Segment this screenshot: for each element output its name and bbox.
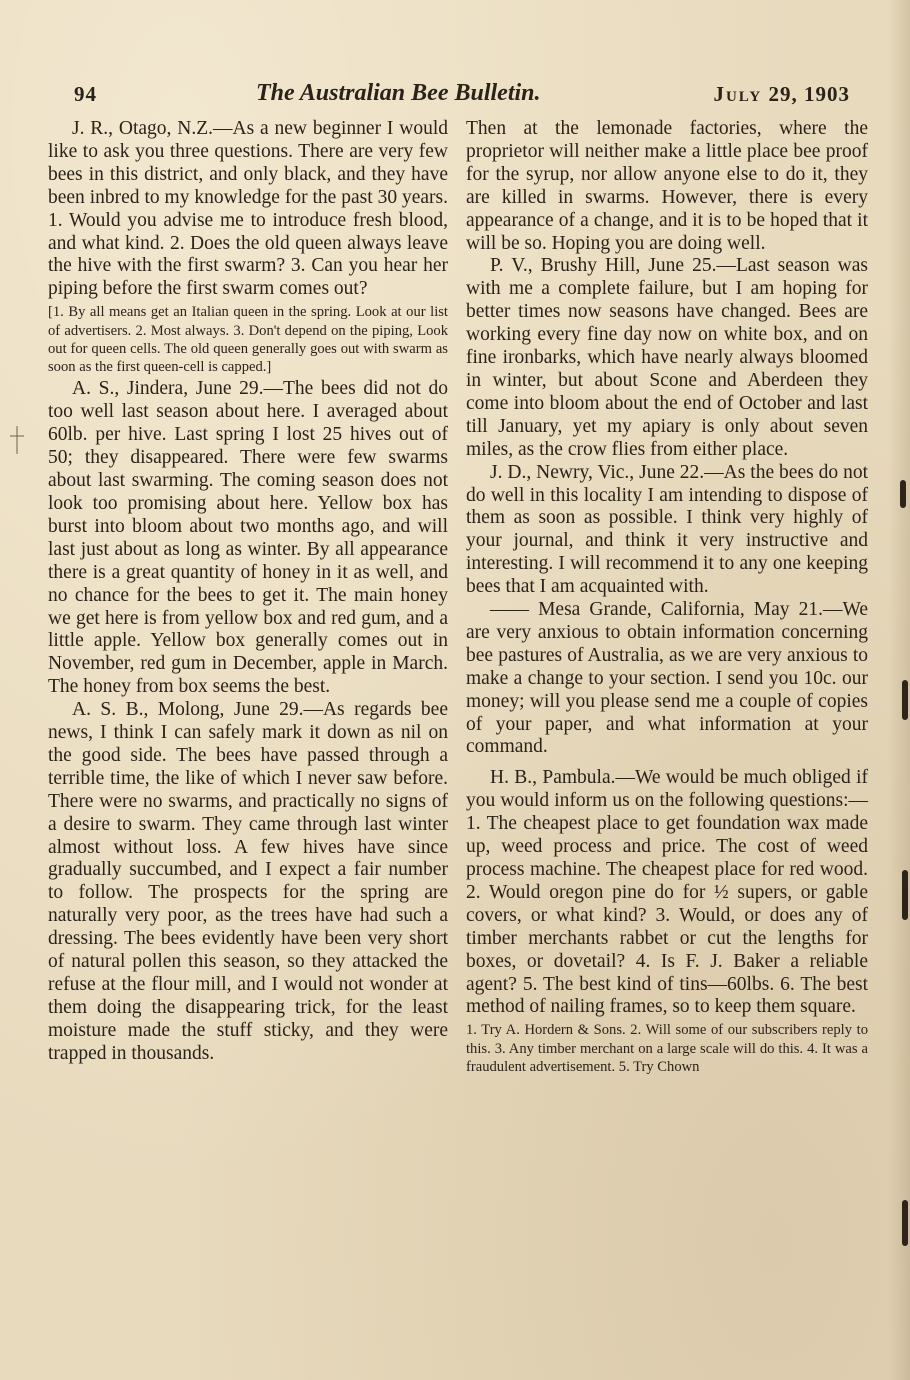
issue-date (713, 82, 850, 107)
paragraph-spacer (466, 759, 868, 767)
bleed-through-mark (902, 1200, 908, 1246)
letter-asb-molong: A. S. B., Molong, June 29.—As regards bee news, I think I can safely mark it down as nil on the good side. The bees have passed through a terrible time, the like of which I never saw before. There were no swarms, and practically no signs of a desire to swarm. They came through last winter almost without loss. A few hives have since gradually succumbed, and I expect a fair number to follow. The prospects for the spring are naturally very poor, as the trees have had such a dressing. The bees evidently have been very short of natural pollen this season, so they attacked the refuse at the flour mill, and I would not wonder at them doing the disappearing trick, for the least moisture made the stuff sticky, and they were trapped in thousands. (48, 699, 448, 1064)
right-column (466, 118, 868, 1078)
letter-hb-pambula: H. B., Pambula.—We would be much obliged if you would inform us on the following questions:—1. The cheapest place to get foundation wax made up, weed process and price. The cost of weed process machine. The cheapest place for red wood. 2. Would oregon pine do for ½ supers, or gable covers, or what kind? 3. Would, or does any of timber merchants rabbet or cut the lengths for boxes, or dovetail? 4. Is F. J. Baker a reliable agent? 5. The best kind of tins—60lbs. 6. The best method of nailing frames, so to keep them square. (466, 767, 868, 1018)
page-header (74, 82, 850, 112)
letter-as-jindera: A. S., Jindera, June 29.—The bees did not do too well last season about here. I averaged about 60lb. per hive. Last spring I lost 25 hives out of 50; they disappeared. There were few swarms about last swarming. The coming season does not look too promising about here. Yellow box has burst into bloom about two months ago, and will last just about as long as winter. By all appearance there is a great quantity of honey in it as well, and no chance for the bees to get it. The main honey we get here is from yellow box and red gum, and a little apple. Yellow box generally comes out in November, red gum in December, apple in March. The honey from box seems the best. (48, 378, 448, 698)
letter-pv-brushy-hill: P. V., Brushy Hill, June 25.—Last season was with me a complete failure, but I am hoping for better times now seasons have changed. Bees are working every fine day now on white box, and on fine ironbarks, which have nearly always bloomed in winter, but about Scone and Aberdeen they come into bloom about the end of October and last till January, yet my apiary is only about seven miles, as the crow flies from either place. (466, 255, 868, 460)
letter-jr-otago: J. R., Otago, N.Z.—As a new beginner I would like to ask you three questions. There are very few bees in this district, and only black, and they have been inbred to my knowledge for the past 30 years. 1. Would you advise me to introduce fresh blood, and what kind. 2. Does the old queen always leave the hive with the first swarm? 3. Can you hear her piping before the first swarm comes out? (48, 118, 448, 300)
letter-asb-molong-continued: Then at the lemonade factories, where the proprietor will neither make a little place bee proof for the syrup, nor allow anyone else to do it, they are killed in swarms. However, there is every appearance of a change, and it is to be hoped that it will be so. Hoping you are doing well. (466, 118, 868, 254)
editor-reply-jr-otago: [1. By all means get an Italian queen in the spring. Look at our list of advertisers. 2. Most always. 3. Don't depend on the piping, Look out for queen cells. The old queen generally goes out with swarm as soon as the first queen-cell is capped.] (48, 304, 448, 376)
margin-cross-mark (8, 420, 26, 460)
running-title: The Australian Bee Bulletin. (256, 80, 541, 106)
editor-reply-hb-pambula: 1. Try A. Hordern & Sons. 2. Will some of our subscribers reply to this. 3. Any timber merchant on a large scale will do this. 4. It was a fraudulent advertisement. 5. Try Chown (466, 1022, 868, 1075)
issue-date-rest: 29, 1903 (768, 82, 850, 106)
letter-mesa-grande: —— Mesa Grande, California, May 21.—We are very anxious to obtain information concerning bee pastures of Australia, as we are very anxious to make a change to your section. I send you 10c. our money; will you please send me a couple of copies of your paper, and what information at your command. (466, 599, 868, 758)
page-number: 94 (74, 82, 97, 106)
letter-jd-newry: J. D., Newry, Vic., June 22.—As the bees do not do well in this locality I am intending to dispose of them as soon as possible. I think very highly of your journal, and think it very instructive and interesting. I will recommend it to any one keeping bees that I am acquainted with. (466, 461, 868, 598)
issue-date-month: July (713, 82, 763, 106)
left-column (48, 118, 448, 1066)
bleed-through-mark (900, 480, 906, 508)
bleed-through-mark (902, 870, 908, 920)
bleed-through-mark (902, 680, 908, 720)
